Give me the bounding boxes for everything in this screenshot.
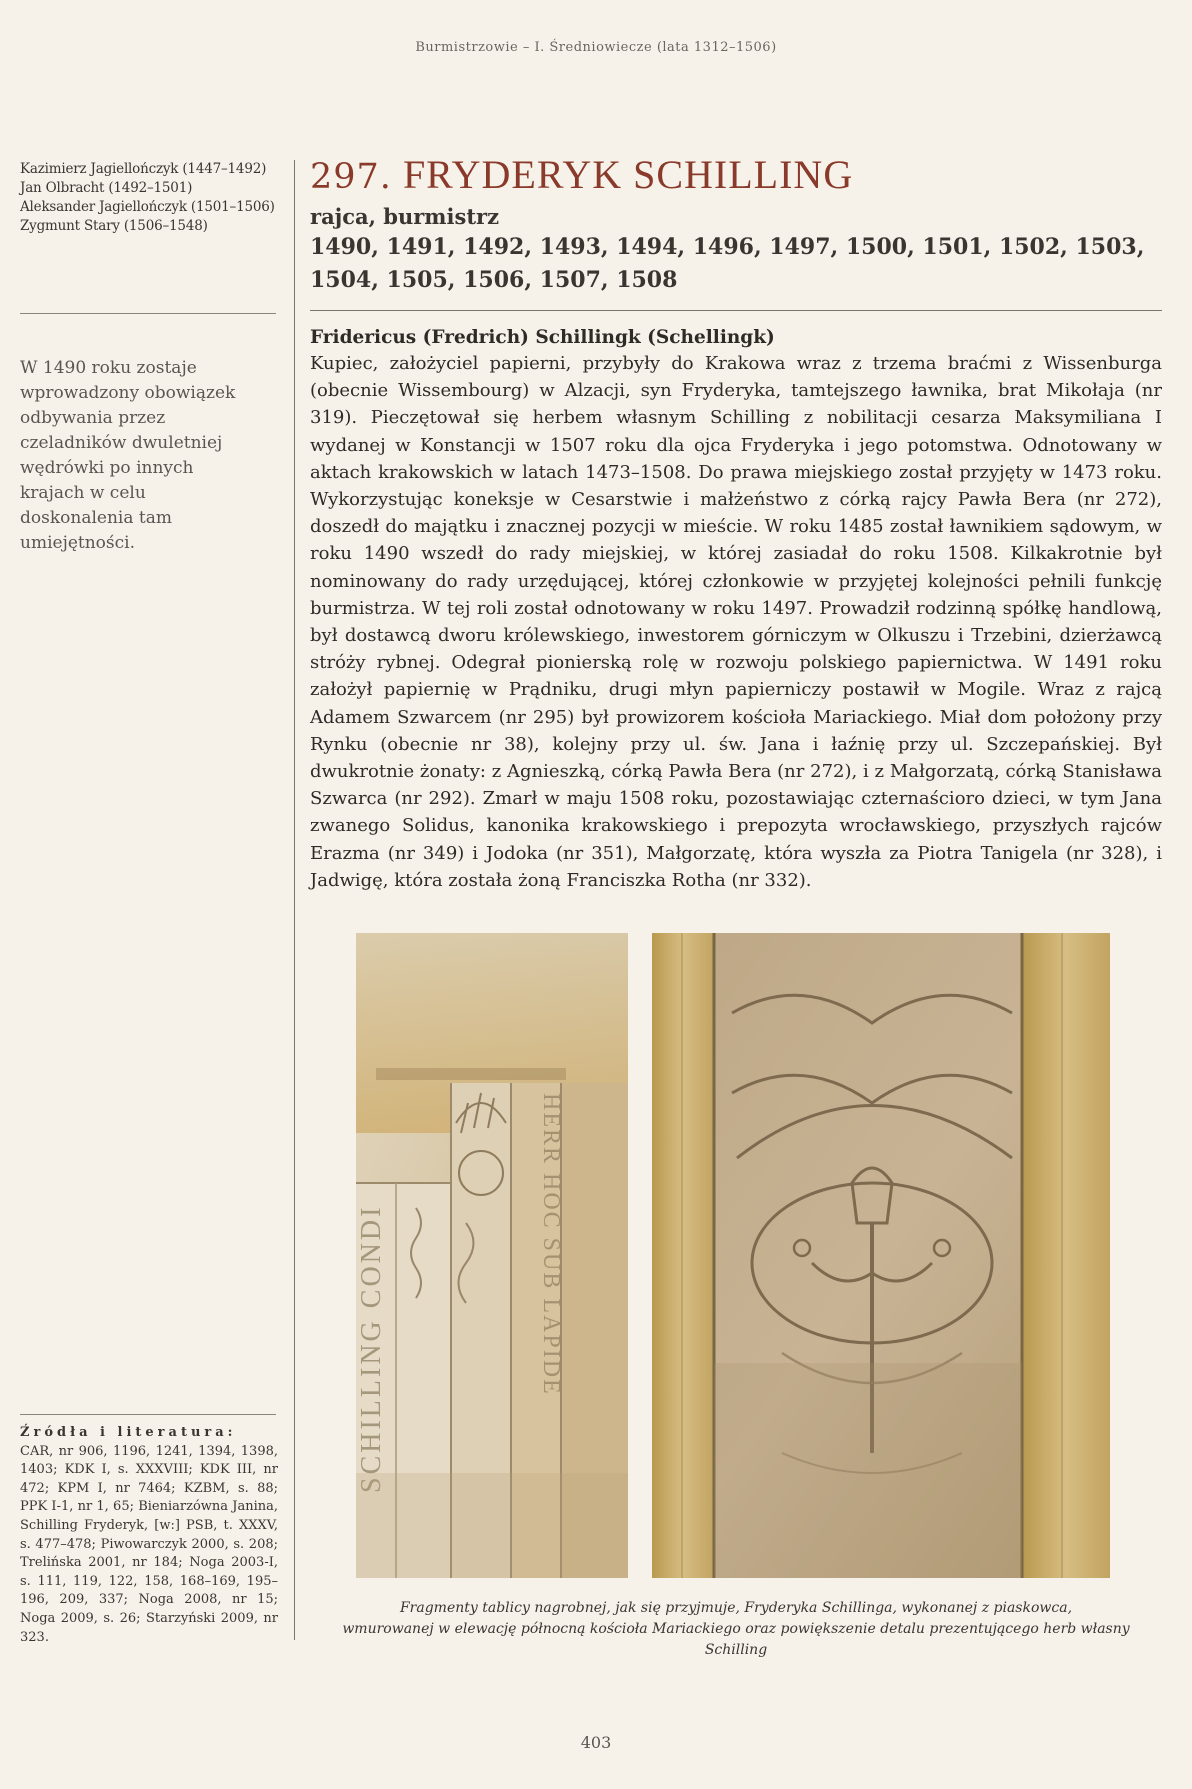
left-divider [20, 313, 276, 314]
entry [310, 150, 1162, 894]
entry-role: rajca, burmistrz [310, 204, 500, 229]
photo-caption [310, 1598, 1162, 1661]
entry-title [310, 150, 1162, 202]
biography: Kupiec, założyciel papierni, przybyły do Krakowa wraz z trzema braćmi z Wissenburga (obecnie Wissembourg) w Alzacji, syn Fryderyka, tamtejszego ławnika, brat Mikołaja (nr 319). Pieczętował się herbem własnym Schilling z nobilitacji cesarza Maksymiliana I wydanej w Konstancji w 1507 roku dla ojca Fryderyka i jego potomstwa. Odnotowany w aktach krakowskich w latach 1473–1508. Do prawa miejskiego został przyjęty w 1473 roku. Wykorzystując koneksje w Cesarstwie i małżeństwo z córką rajcy Pawła Bera (nr 272), doszedł do majątku i znacznej pozycji w mieście. W roku 1485 został ławnikiem sądowym, w roku 1490 wszedł do rady miejskiej, w której zasiadał do roku 1508. Kilkakrotnie był nominowany do rady urzędującej, której członkowie w przyjętej kolejności pełnili funkcję burmistrza. W tej roli został odnotowany w roku 1497. Prowadził rodzinną spółkę handlową, był dostawcą dworu królewskiego, inwestorem górniczym w Olkuszu i Trzebini, dzierżawcą stróży rybnej. Odegrał pionierską rolę w rozwoju polskiego papiernictwa. W 1491 roku założył papiernię w Prądniku, drugi młyn papierniczy postawił w Mogile. Wraz z rajcą Adamem Szwarcem (nr 295) był prowizorem kościoła Mariackiego. Miał dom położony przy Rynku (obecnie nr 38), kolejny przy ul. św. Jana i łaźnię przy ul. Szczepańskiej. Był dwukrotnie żonaty: z Agnieszką, córką Pawła Bera (nr 272), i z Małgorzatą, córką Stanisława Szwarca (nr 292). Zmarł w maju 1508 roku, pozostawiając czternaścioro dzieci, w tym Jana zwanego Solidus, kanonika krakowskiego i prepozyta wrocławskiego, przyszłych rajców Erazma (nr 349) i Jodoka (nr 351), Małgorzatę, która wyszła za Piotra Tanigela (nr 328), i Jadwigę, która została żoną Franciszka Rotha (nr 332). [310, 353, 1162, 891]
caption-line: Fragmenty tablicy nagrobnej, jak się przyjmuje, Fryderyka Schillinga, wykonanej z piaskowca, [399, 1600, 1073, 1616]
coat-of-arms-image [652, 933, 1110, 1578]
entry-divider [310, 310, 1162, 311]
entry-number: 297. [310, 157, 392, 197]
caption-line: wmurowanej w elewację północną kościoła Mariackiego oraz powiększenie detalu prezentującego herb własny Schilling [342, 1621, 1130, 1658]
sources [20, 1424, 278, 1647]
entry-years: 1490, 1491, 1492, 1493, 1494, 1496, 1497, 1500, 1501, 1502, 1503, 1504, 1505, 1506, 1507, 1508 [310, 234, 1145, 293]
sources-divider [20, 1414, 276, 1415]
sources-text: CAR, nr 906, 1196, 1241, 1394, 1398, 1403; KDK I, s. XXXVIII; KDK III, nr 472; KPM I, nr 7464; KZBM, s. 88; PPK I-1, nr 1, 65; Bieniarzówna Janina, Schilling Fryderyk, [w:] PSB, t. XXXV, s. 477–478; Piwowarczyk 2000, s. 208; Trelińska 2001, nr 184; Noga 2003-I, s. 111, 119, 122, 158, 168–169, 195–196, 209, 337; Noga 2008, nr 15; Noga 2009, s. 26; Starzyński 2009, nr 323. [20, 1443, 278, 1645]
column-divider [294, 160, 295, 1640]
ruler-item: Zygmunt Stary (1506–1548) [20, 218, 208, 234]
ruler-item: Jan Olbracht (1492–1501) [20, 180, 193, 196]
tombstone-photo-image [356, 933, 628, 1578]
rulers-list [20, 160, 276, 236]
page-number: 403 [580, 1733, 612, 1752]
latin-name: Fridericus (Fredrich) Schillingk (Schellingk) [310, 327, 775, 348]
tombstone-photo [356, 933, 628, 1578]
sources-heading: Źródła i literatura: [20, 1425, 237, 1440]
side-note: W 1490 roku zostaje wprowadzony obowiązek odbywania przez czeladników dwuletniej wędrówki po innych krajach w celu doskonalenia tam umiejętności. [20, 358, 236, 553]
coat-of-arms-photo [652, 933, 1110, 1578]
entry-name: FRYDERYK SCHILLING [402, 152, 854, 197]
ruler-item: Kazimierz Jagiellończyk (1447–1492) [20, 161, 267, 177]
left-inscription: SCHILLING CONDI [356, 1204, 387, 1493]
ruler-item: Aleksander Jagiellończyk (1501–1506) [20, 199, 275, 215]
running-head: Burmistrzowie – I. Średniowiecze (lata 1312–1506) [415, 40, 777, 55]
right-inscription: HERR HOC SUB LAPIDE [538, 1093, 564, 1396]
